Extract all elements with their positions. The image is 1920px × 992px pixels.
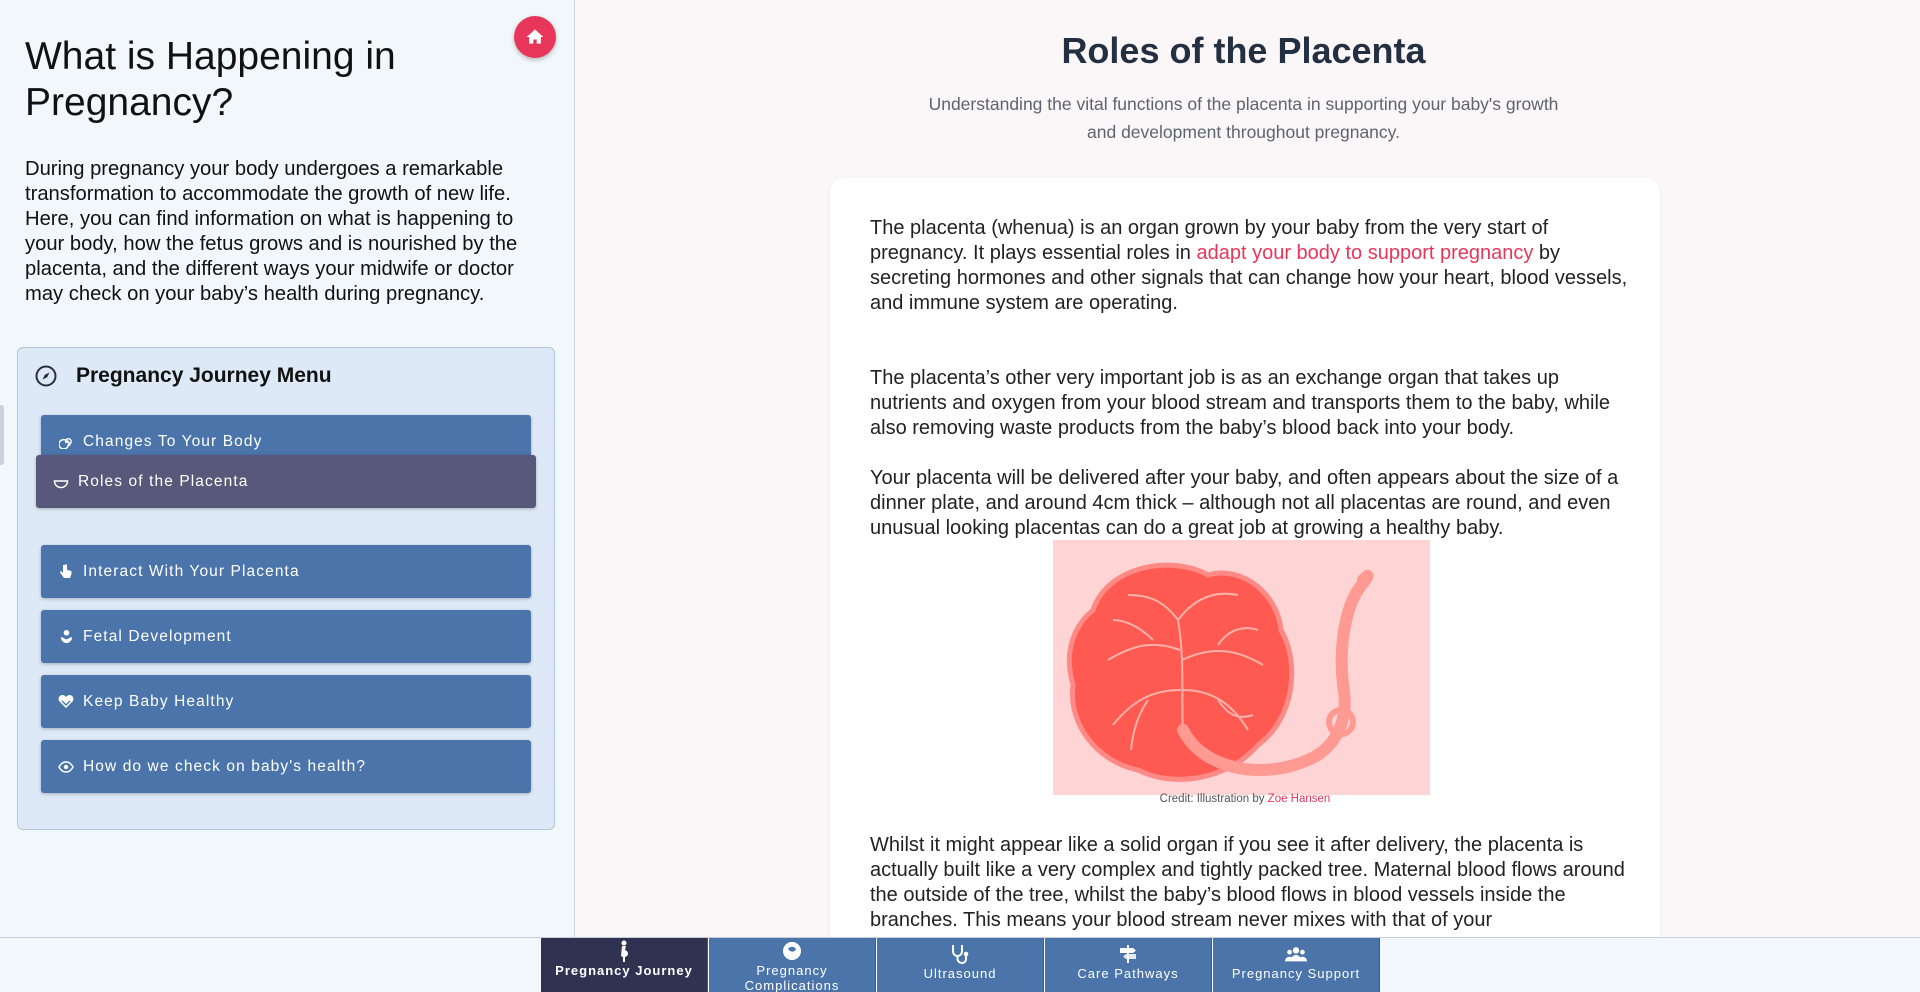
intro-text: During pregnancy your body undergoes a remarkable transformation to accommodate the growth of new life. Here, you can find information on what is happening to your body, how the fetus grows and is nourished by the placenta, and the different ways your midwife or doctor may check on your baby’s health during pregnancy. — [25, 158, 518, 305]
nav-care-pathways[interactable] — [1045, 938, 1212, 992]
paragraph-4: Whilst it might appear like a solid organ if you see it after delivery, the placenta is actually built like a very complex and tightly packed tree. Maternal blood flows around the outside of the tree, whilst the baby’s blood flows in blood vessels inside the branches. This means your blood stream never mixes with that of your — [870, 834, 1625, 931]
bottom-navigation — [0, 937, 1920, 992]
left-panel — [0, 0, 575, 937]
nav-pregnancy-complications[interactable] — [709, 938, 876, 992]
menu-item-check-baby-health[interactable] — [41, 740, 531, 793]
menu-item-label: How do we check on baby's health? — [83, 757, 367, 775]
signpost-icon — [1117, 943, 1139, 965]
image-credit — [830, 793, 1660, 805]
page-heading: What is Happening in Pregnancy? — [25, 35, 396, 124]
home-icon — [525, 27, 545, 47]
pregnancy-journey-menu — [17, 347, 555, 830]
nav-pregnancy-support[interactable] — [1213, 938, 1380, 992]
nav-label: Pregnancy Journey — [555, 963, 693, 978]
nav-pregnancy-journey[interactable] — [541, 938, 708, 992]
pregnant-icon — [613, 940, 635, 962]
content-title: Roles of the Placenta — [1061, 30, 1426, 71]
nav-label: Pregnancy Support — [1231, 966, 1361, 981]
paragraph-1 — [870, 216, 1630, 316]
menu-item-roles-of-the-placenta[interactable] — [36, 455, 536, 508]
paragraph-3: Your placenta will be delivered after your baby, and often appears about the size of a dinner plate, and around 4cm thick – although not all placentas are round, and even unusual looking placentas can do a great job at growing a healthy baby. — [870, 467, 1619, 539]
menu-item-fetal-development[interactable] — [41, 610, 531, 663]
paragraph-1-text-end: by secreting hormones and other signals that can change how your heart, blood vessels, and immune system are operating. — [870, 242, 1628, 314]
complication-icon — [781, 940, 803, 962]
menu-item-label: Fetal Development — [83, 627, 232, 645]
menu-item-keep-baby-healthy[interactable] — [41, 675, 531, 728]
compass-icon — [34, 364, 58, 388]
nav-label: Pregnancy Complications — [744, 963, 840, 992]
baby-icon — [58, 629, 74, 645]
nav-label: Ultrasound — [923, 966, 997, 981]
stethoscope-icon — [949, 943, 971, 965]
menu-item-label: Changes To Your Body — [83, 432, 263, 450]
paragraph-2: The placenta’s other very important job is as an exchange organ that takes up nutrients and oxygen from your blood stream and transports them to the baby, while also removing waste products from the baby’s blood back into your body. — [870, 367, 1611, 439]
hand-pointer-icon — [58, 564, 74, 580]
nav-ultrasound[interactable] — [877, 938, 1044, 992]
content-panel — [576, 0, 1920, 937]
side-drawer-handle[interactable] — [0, 405, 4, 465]
menu-title: Pregnancy Journey Menu — [76, 364, 332, 387]
placenta-illustration — [1053, 540, 1430, 795]
nav-label: Care Pathways — [1077, 966, 1179, 981]
people-icon — [1285, 943, 1307, 965]
content-card — [830, 178, 1660, 948]
adapt-body-link[interactable]: adapt your body to support pregnancy — [1196, 242, 1534, 264]
spiral-icon — [58, 434, 74, 450]
menu-item-label: Roles of the Placenta — [78, 472, 249, 490]
menu-item-label: Interact With Your Placenta — [83, 562, 300, 580]
credit-author-link[interactable]: Zoe Hansen — [1267, 793, 1331, 805]
heart-hands-icon — [58, 694, 74, 710]
menu-item-interact-with-your-placenta[interactable] — [41, 545, 531, 598]
bowl-icon — [53, 474, 69, 490]
credit-prefix: Credit: Illustration by — [1159, 793, 1268, 805]
content-subtitle: Understanding the vital functions of the placenta in supporting your baby's growth and development throughout pregnancy. — [928, 94, 1559, 142]
menu-item-label: Keep Baby Healthy — [83, 692, 235, 710]
home-button[interactable] — [514, 16, 556, 58]
eye-icon — [58, 759, 74, 775]
paragraph-1-text: The placenta (whenua) is an organ grown by your baby from the very start of pregnancy. It plays essential roles in — [870, 217, 1549, 264]
menu-header — [34, 364, 332, 388]
